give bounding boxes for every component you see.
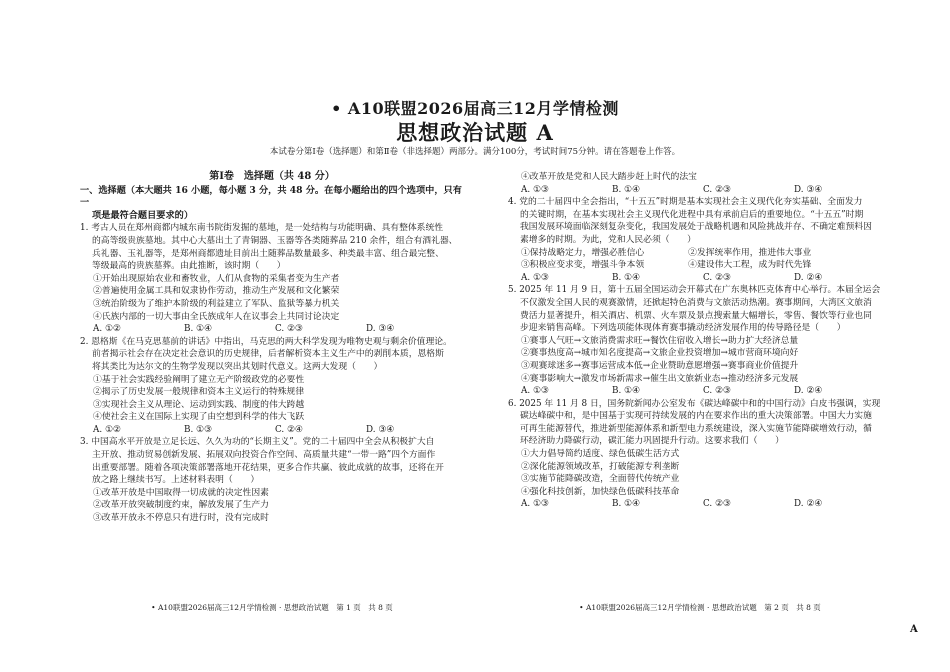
question-option: ③统治阶级为了维护本阶级的利益建立了军队、监狱等暴力机关 bbox=[93, 298, 340, 309]
answer-choice: A. ①② bbox=[93, 424, 121, 435]
question-stem-line: 3. 中国高水平开放是立足长远、久久为功的“长期主义”。党的二十届四中全会从积极扩大自 bbox=[80, 437, 435, 448]
answer-choice: B. ①③ bbox=[184, 424, 212, 435]
answer-choice: A. ①② bbox=[93, 324, 121, 335]
question-option: ④改革开放是党和人民大踏步赶上时代的法宝 bbox=[521, 172, 697, 182]
question-option: ④氏族内部的一切大事由全氏族成年人在议事会上共同讨论决定 bbox=[93, 311, 340, 322]
question-stem-line: 的关键时期，在基本实现社会主义现代化进程中具有承前启后的重要地位。“十五五”时期 bbox=[520, 209, 864, 220]
question-stem-line: 不仅激发全国人民的观赛激情，还掀起特色消费与文旅活动热潮。赛事期间，大湾区文旅消 bbox=[520, 297, 872, 308]
answer-choice: B. ①④ bbox=[612, 386, 640, 397]
answer-choice: C. ②③ bbox=[703, 499, 731, 510]
question-stem-line: 碳达峰碳中和，是中国基于实现可持续发展的内在要求作出的重大决策部署。中国大力实施 bbox=[520, 411, 872, 422]
answer-choice: D. ②④ bbox=[794, 499, 823, 510]
page-footer-1: • A10联盟2026届高三12月学情检测 · 思想政治试题 第 1 页 共 8 页 bbox=[151, 603, 393, 612]
question-stem-line: 前者揭示社会存在决定社会意识的历史规律，后者解析资本主义生产中的剥削本质，恩格斯 bbox=[92, 349, 444, 360]
page-1-column bbox=[80, 171, 464, 525]
question-stem-line: 兵礼器、玉礼器等，是郑州商都遗址目前出土随葬品数量最多、种类最丰富、组合最完整、 bbox=[92, 248, 444, 259]
question-option: ①基于社会实践经验阐明了建立无产阶级政党的必要性 bbox=[93, 374, 305, 385]
question-stem-line: 步迎来销售高峰。下列选项能体现体育赛事撬动经济发展作用的传导路径是（ ） bbox=[520, 323, 846, 334]
answer-choice: B. ①④ bbox=[612, 184, 640, 195]
page-footer-2: • A10联盟2026届高三12月学情检测 · 思想政治试题 第 2 页 共 8 页 bbox=[579, 603, 821, 612]
question-stem-line: 出重要部署。随着各项决策部署落地开花结果，更多合作共赢、彼此成就的故事，还将在开 bbox=[92, 462, 444, 473]
question-option: ②赛事热度高→城市知名度提高→文旅企业投资增加→城市营商环境向好 bbox=[521, 348, 799, 359]
question-option: ②普遍使用金属工具和奴隶协作劳动，推动生产发展和文化繁荣 bbox=[93, 286, 340, 297]
question-stem-line: 我国发展环境面临深刻复杂变化，我国发展处于战略机遇和风险挑战并存、不确定难预料因 bbox=[520, 222, 872, 233]
answer-choice: A. ①③ bbox=[521, 386, 549, 397]
answer-choices bbox=[508, 385, 892, 398]
question-option: ④强化科技创新，加快绿色低碳科技革命 bbox=[521, 486, 680, 497]
answer-choice: A. ①③ bbox=[521, 184, 549, 195]
question-option: ④使社会主义在国际上实现了由空想到科学的伟大飞跃 bbox=[93, 412, 305, 423]
answer-choices bbox=[80, 424, 464, 437]
question-stem-line: 2. 恩格斯《在马克思墓前的讲话》中指出，马克思的两大科学发现为唯物史观与剩余价值理论。 bbox=[80, 336, 452, 347]
question-option: ①赛事人气旺→文旅消费需求旺→餐饮住宿收入增长→助力扩大经济总量 bbox=[521, 335, 799, 346]
answer-choice: D. ③④ bbox=[366, 424, 395, 435]
question-stem-line: 放之路上继续书写。上述材料表明（ ） bbox=[92, 475, 260, 486]
answer-choices bbox=[508, 272, 892, 285]
question-option: ③观赛球迷多→赛事运营成本低→企业赞助意愿增强→赛事商业价值提升 bbox=[521, 360, 799, 371]
answer-choice: C. ②③ bbox=[703, 184, 731, 195]
answer-choice: A. ①③ bbox=[521, 272, 549, 283]
question-item bbox=[508, 196, 892, 284]
question-stem-line: 的高等级贵族墓地。其中心大墓出土了青铜器、玉器等各类随葬品 210 余件，组合有酒礼器、 bbox=[92, 235, 458, 246]
question-stem-line: 可再生能源替代，推进新型能源体系和新型电力系统建设，深入实施节能降碳增效行动，循 bbox=[520, 423, 872, 434]
answer-choices bbox=[508, 498, 892, 511]
answer-choice: C. ②④ bbox=[275, 424, 303, 435]
question-item bbox=[80, 222, 464, 335]
answer-choice: D. ②④ bbox=[794, 386, 823, 397]
paper-title: 思想政治试题 A bbox=[396, 120, 554, 145]
question-option: ③积极应变求变，增强斗争本领 ④建设伟大工程，成为时代先锋 bbox=[521, 260, 812, 271]
answer-choice: C. ②③ bbox=[703, 272, 731, 283]
question-option: ②改革开放突破制度约束，解放发展了生产力 bbox=[93, 500, 269, 511]
answer-choice: D. ②④ bbox=[794, 272, 823, 283]
answer-choice: A. ①③ bbox=[521, 499, 549, 510]
exam-instructions: 本试卷分第Ⅰ卷（选择题）和第Ⅱ卷（非选择题）两部分。满分100分，考试时间75分钟。请在答题卷上作答。 bbox=[269, 147, 681, 157]
question-item bbox=[80, 336, 464, 437]
question-stem-line: 5. 2025 年 11 月 9 日，第十五届全国运动会开幕式在广东奥林匹克体育中心举行。本届全运会 bbox=[508, 285, 881, 296]
question-option: ②揭示了历史发展一般规律和资本主义运行的特殊规律 bbox=[93, 387, 305, 398]
question-option: ②深化能源领域改革，打破能源专利垄断 bbox=[521, 461, 680, 472]
question-item bbox=[508, 398, 892, 511]
answer-choice: C. ②③ bbox=[703, 386, 731, 397]
section-heading-cont: 项是最符合题目要求的） bbox=[92, 209, 194, 221]
question-option: ③实施节能降碳改造，全面替代传统产业 bbox=[521, 474, 680, 485]
question-stem-line: 4. 党的二十届四中全会指出，“十五五”时期是基本实现社会主义现代化夯实基础、全面发力 bbox=[508, 197, 863, 208]
version-mark: A bbox=[910, 624, 918, 635]
question-item bbox=[508, 284, 892, 397]
answer-choice: D. ③④ bbox=[366, 324, 395, 335]
question-item bbox=[80, 436, 464, 524]
part-title: 第Ⅰ卷 选择题（共 48 分） bbox=[209, 171, 335, 182]
answer-choice: D. ③④ bbox=[794, 184, 823, 195]
question-option: ③实现社会主义从理论、运动到实践、制度的伟大跨越 bbox=[93, 399, 305, 410]
page-2-column bbox=[508, 171, 892, 511]
question-option: ①开始出现原始农业和畜牧业，人们从食物的采集者变为生产者 bbox=[93, 273, 340, 284]
question-stem-line: 等级最高的贵族墓葬。由此推断，该时期（ ） bbox=[92, 261, 286, 272]
section-heading: 一、选择题（本大题共 16 小题，每小题 3 分，共 48 分。在每小题给出的四个选项中，只有一 bbox=[80, 184, 462, 209]
question-stem-line: 1. 考古人员在郑州商都内城东南书院街发掘的墓地，是一处结构与功能明确、具有整体系统性 bbox=[80, 223, 444, 234]
question-stem-line: 主开放、推动贸易创新发展、拓展双向投资合作空间、高质量共建“一带一路”四个方面作 bbox=[92, 450, 436, 461]
question-option: ④赛事影响大→激发市场新需求→催生出文旅新业态→推动经济多元发展 bbox=[521, 373, 799, 384]
question-option: ①大力倡导简约适度、绿色低碳生活方式 bbox=[521, 449, 680, 460]
question-stem-line: 6. 2025 年 11 月 8 日，国务院新闻办公室发布《碳达峰碳中和的中国行动》白皮书强调，实现 bbox=[508, 398, 881, 409]
answer-choice: C. ②③ bbox=[275, 324, 303, 335]
question-option: ③改革开放永不停息只有进行时，没有完成时 bbox=[93, 513, 269, 524]
question-list-right bbox=[508, 171, 892, 511]
question-stem-line: 素增多的时期。为此，党和人民必须（ ） bbox=[520, 234, 696, 245]
question-option: ①改革开放是中国取得一切成就的决定性因素 bbox=[93, 487, 269, 498]
question-stem-line: 环经济助力降碳行动，碳汇能力巩固提升行动。这要求我们（ ） bbox=[520, 436, 784, 447]
exam-header-title: • A10联盟2026届高三12月学情检测 bbox=[331, 99, 619, 118]
question-option: ①保持战略定力，增强必胜信心 ②发挥统率作用，推进伟大事业 bbox=[521, 247, 812, 258]
question-item bbox=[508, 171, 892, 196]
answer-choice: B. ①④ bbox=[612, 499, 640, 510]
question-stem-line: 将其类比为达尔文的生物学发现以突出其划时代意义。这两大发现（ ） bbox=[92, 361, 383, 372]
answer-choices bbox=[508, 184, 892, 197]
answer-choice: B. ①④ bbox=[612, 272, 640, 283]
question-list-left bbox=[80, 222, 464, 524]
question-stem-line: 费活力显著提升，相关酒店、机票、火车票及景点搜索量大幅增长，零售、餐饮等行业也同 bbox=[520, 310, 872, 321]
answer-choices bbox=[80, 323, 464, 336]
answer-choice: B. ①④ bbox=[184, 324, 212, 335]
